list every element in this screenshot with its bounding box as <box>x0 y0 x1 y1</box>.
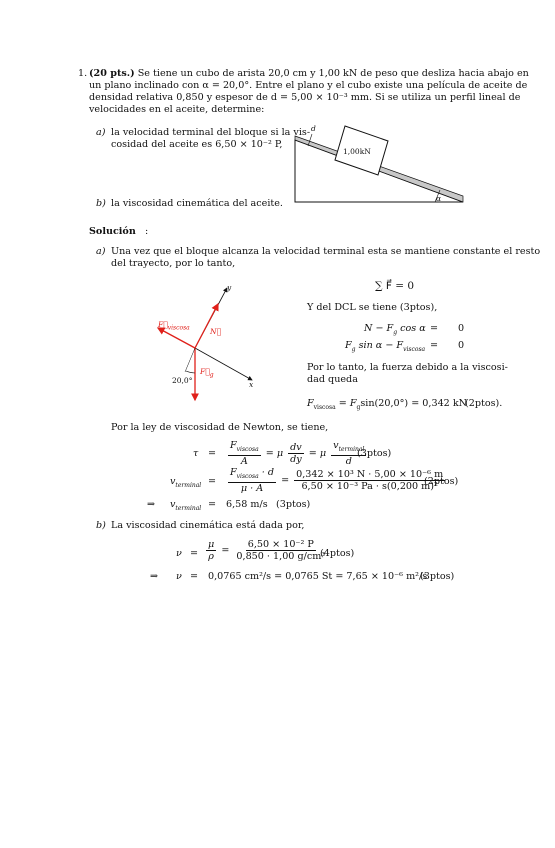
part-b-label: b) <box>96 198 106 209</box>
nu-frac-1 <box>206 539 216 562</box>
vt-rhs: $\frac{F_{viscosa} \cdot d}{\mu \cdot A}$ = $\frac{\text{0,342 × 10³ N · 5,00 × 10⁻⁶ m}}{\text{6,50 × 10⁻³ Pa · s(0,200 m)²}}$ <box>230 467 444 494</box>
tau-mid2: = μ <box>308 447 327 459</box>
eq2-sub: g <box>351 345 356 353</box>
problem-line-1 <box>89 68 529 80</box>
nu2-eq: = <box>190 571 199 582</box>
dcl-fg-text: F⃗ <box>200 367 210 376</box>
vt-frac-2 <box>294 469 445 492</box>
nu-eq: = <box>190 548 199 559</box>
vt-res-lhs-text: v <box>170 499 176 510</box>
dcl-y-label: y <box>227 283 232 292</box>
tau-pts: (3ptos) <box>357 448 392 459</box>
problem-line-2: un plano inclinado con α = 20,0°. Entre el plano y el cubo existe una película de aceite de <box>89 80 528 91</box>
problem-number: 1. <box>78 68 88 79</box>
dcl-fvisc-sub: viscosa <box>167 324 190 332</box>
dcl-x-label: x <box>249 380 254 389</box>
fvisc-eq-sign: = F <box>338 398 357 409</box>
fvisc-sub2: g <box>356 403 361 411</box>
dcl-text: Y del DCL se tiene (3ptos), <box>307 302 438 313</box>
por-line-1: Por lo tanto, la fuerza debido a la viscosi- <box>307 362 508 373</box>
dcl-fvisc-label <box>158 320 190 332</box>
eq2-eq: = <box>430 340 439 351</box>
fvisc-sub: viscosa <box>313 403 336 411</box>
vt-frac2-num: 0,342 × 10³ N · 5,00 × 10⁻⁶ m <box>296 468 444 480</box>
tau-vt-sub: terminal <box>338 445 365 453</box>
eq1-tail: cos α <box>400 323 426 334</box>
block-label: 1,00kN <box>343 147 371 156</box>
tau-frac-num-sub: viscosa <box>236 445 259 453</box>
part-a-label: a) <box>96 127 106 138</box>
vt-frac-num-tail: · d <box>261 467 275 478</box>
eq1-val: 0 <box>458 323 465 334</box>
tau-symbol: τ <box>193 448 199 459</box>
tau-dv: dv <box>290 441 302 453</box>
vt-res-val: 6,58 m/s <box>226 499 268 510</box>
fvisc-lhs: F <box>307 398 314 409</box>
angle-arc <box>185 348 195 373</box>
eq2-lhs <box>345 340 425 353</box>
vt-res-lhs <box>170 499 201 512</box>
solution-heading-text: Solución <box>89 226 136 237</box>
vt-res-pts: (3ptos) <box>276 499 311 510</box>
dcl-fg-sub: g <box>209 371 214 379</box>
solution-b-text: La viscosidad cinemática está dada por, <box>111 520 305 531</box>
part-b-text: la viscosidad cinemática del aceite. <box>111 198 283 209</box>
tau-frac-2 <box>288 442 304 465</box>
nu-rhs <box>204 539 329 562</box>
nu-frac-2 <box>234 539 327 562</box>
tau-rhs <box>226 440 368 467</box>
fvisc-pts: (2ptos). <box>465 398 503 409</box>
tau-d: d <box>345 455 352 467</box>
tau-dy: dy <box>290 453 302 465</box>
nu-frac-num: μ <box>208 539 215 550</box>
eq2-mid: sin α − F <box>358 340 404 351</box>
d-label: d <box>311 124 316 133</box>
solution-a-label: a) <box>96 246 106 257</box>
problem-points: (20 pts.) <box>89 68 135 79</box>
vt-lhs-text: v <box>170 476 176 487</box>
tau-vt: v <box>333 440 339 451</box>
solution-a-line-2: del trayecto, por lo tanto, <box>111 258 236 269</box>
vt-lhs <box>170 476 201 489</box>
incline-figure <box>285 122 470 214</box>
dcl-angle-label: 20,0° <box>172 376 193 385</box>
dcl-figure <box>150 280 270 410</box>
tau-frac-den: A <box>240 455 248 467</box>
sum-force-eq: ∑ F⃗ = 0 <box>375 280 415 292</box>
fvisc-eq <box>307 398 467 411</box>
solution-heading <box>89 226 148 238</box>
solution-colon: : <box>144 226 149 237</box>
eq1-sub: g <box>393 328 398 336</box>
nu-symbol: ν <box>176 548 182 559</box>
vt-eq: = <box>208 476 217 487</box>
problem-text-1: Se tiene un cubo de arista 20,0 cm y 1,00 kN de peso que desliza hacia abajo en <box>137 68 529 79</box>
vt-frac-1 <box>228 467 276 494</box>
por-line-2: dad queda <box>307 374 358 385</box>
nu-impl: ⇒ <box>150 571 159 582</box>
solution-a-line-1: Una vez que el bloque alcanza la velocidad terminal esta se mantiene constante el resto <box>111 246 541 257</box>
fvisc-tail: sin(20,0°) = 0,342 kN <box>360 398 468 409</box>
vt-lhs-sub: terminal <box>175 481 202 489</box>
problem-line-3: densidad relativa 0,850 y espesor de d = 5,00 × 10⁻³ mm. Si se utiliza un perfil lineal de <box>89 92 521 103</box>
part-a-line-1: la velocidad terminal del bloque si la vis- <box>111 127 311 138</box>
nu-pts: (4ptos) <box>320 548 355 559</box>
nu-frac-den: ρ <box>208 551 214 562</box>
eq2-lhs-text: F <box>345 340 352 351</box>
vt-res-eq: = <box>208 499 217 510</box>
vt-frac-num: F <box>230 467 237 478</box>
dcl-fg-label <box>200 367 214 379</box>
part-a-line-2: cosidad del aceite es 6,50 × 10⁻² P, <box>111 139 283 150</box>
vt-pts: (2ptos) <box>424 476 459 487</box>
newton-line: Por la ley de viscosidad de Newton, se tiene, <box>111 422 329 433</box>
nu2-symbol: ν <box>176 571 182 582</box>
tau-frac-1 <box>228 440 261 467</box>
eq1-eq: = <box>430 323 439 334</box>
tau-frac-num: F <box>230 440 237 451</box>
nu-frac2-num: 6,50 × 10⁻² P <box>247 539 314 550</box>
dcl-fvisc-text: F⃗ <box>158 320 168 329</box>
problem-line-4: velocidades en el aceite, determine: <box>89 104 265 115</box>
solution-b-label: b) <box>96 520 106 531</box>
vt-frac-num-sub: viscosa <box>236 472 259 480</box>
vt-impl: ⇒ <box>147 499 156 510</box>
eq2-val: 0 <box>458 340 465 351</box>
normal-arrow <box>195 304 218 348</box>
nu-result: 0,0765 cm²/s = 0,0765 St = 7,65 × 10⁻⁶ m²/s <box>208 571 428 582</box>
nu-frac2-den: 0,850 · 1,00 g/cm³ <box>236 551 326 562</box>
eq1-lhs <box>364 323 426 336</box>
vt-frac2-den: 6,50 × 10⁻³ Pa · s(0,200 m)² <box>301 480 438 492</box>
vt-res-sub: terminal <box>175 504 202 512</box>
tau-eq: = <box>208 448 217 459</box>
vt-frac-den: μ · A <box>240 482 264 494</box>
dcl-n-label: N⃗ <box>210 327 222 336</box>
nu-res-pts: (3ptos) <box>420 571 455 582</box>
alpha-label: α <box>436 194 442 203</box>
nu-eq2: = <box>221 545 230 556</box>
tau-mid: = μ <box>265 447 284 459</box>
eq1-lhs-text: N − F <box>364 323 394 334</box>
eq2-sub2: viscosa <box>403 345 426 353</box>
